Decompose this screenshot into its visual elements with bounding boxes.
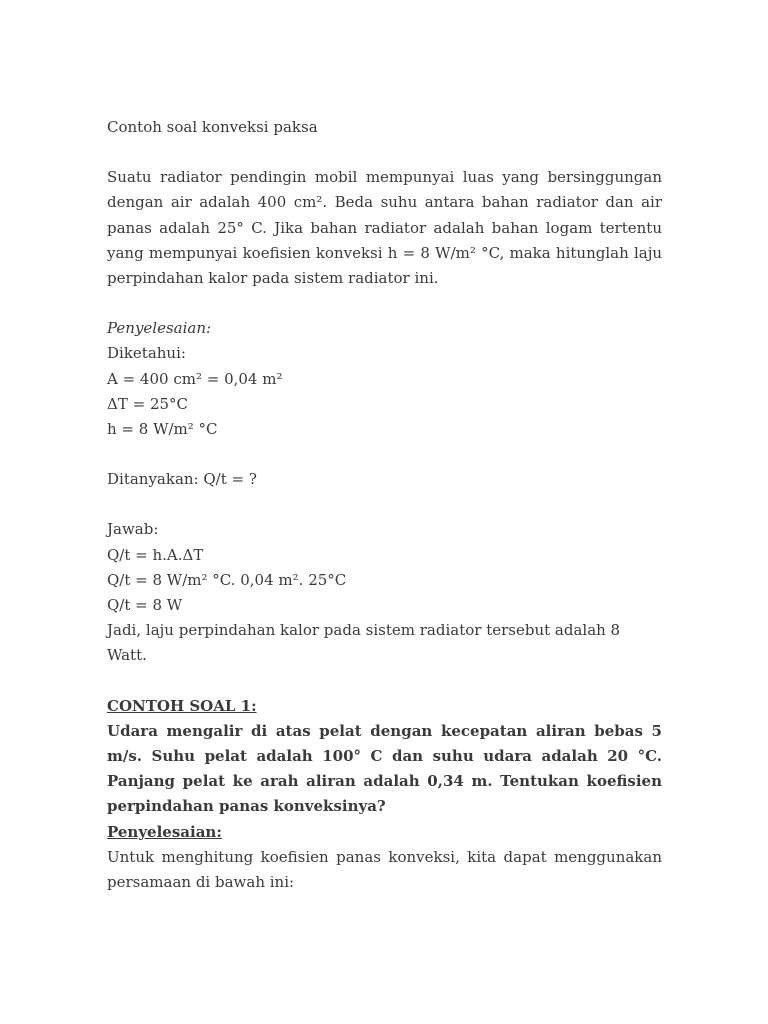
document-title: Contoh soal konveksi paksa xyxy=(107,118,318,136)
answer-step: Q/t = 8 W/m² °C. 0,04 m². 25°C xyxy=(107,570,347,589)
example1-heading: CONTOH SOAL 1: xyxy=(107,696,257,715)
example1-solution-text: Untuk menghitung koefisien panas konveksi, kita dapat menggunakan persamaan di bawah ini: xyxy=(107,847,662,892)
answer-step: Q/t = h.A.ΔT xyxy=(107,545,204,564)
known-item: ΔT = 25°C xyxy=(107,394,189,413)
known-label: Diketahui: xyxy=(107,344,186,363)
document-content xyxy=(107,115,662,895)
solution-heading: Penyelesaian: xyxy=(107,319,212,338)
example1-solution-heading: Penyelesaian: xyxy=(107,822,222,841)
asked-line: Ditanyakan: Q/t = ? xyxy=(107,470,257,489)
known-item: A = 400 cm² = 0,04 m² xyxy=(107,369,283,388)
answer-step: Q/t = 8 W xyxy=(107,596,183,615)
conclusion: Jadi, laju perpindahan kalor pada sistem radiator tersebut adalah 8 Watt. xyxy=(107,621,621,665)
problem-statement: Suatu radiator pendingin mobil mempunyai luas yang bersinggungan dengan air adalah 400 cm². Beda suhu antara bahan radiator dan air panas adalah 25° C. Jika bahan radiator adalah bahan logam tertentu yang mempunyai koefisien konveksi h = 8 W/m² °C, maka hitunglah laju perpindahan kalor pada sistem radiator ini. xyxy=(107,168,662,288)
example1-question: Udara mengalir di atas pelat dengan kecepatan aliran bebas 5 m/s. Suhu pelat adalah 100° C dan suhu udara adalah 20 °C. Panjang pelat ke arah aliran adalah 0,34 m. Tentukan koefisien perpindahan panas konveksinya? xyxy=(107,721,662,816)
known-item: h = 8 W/m² °C xyxy=(107,420,218,439)
answer-label: Jawab: xyxy=(107,520,159,539)
